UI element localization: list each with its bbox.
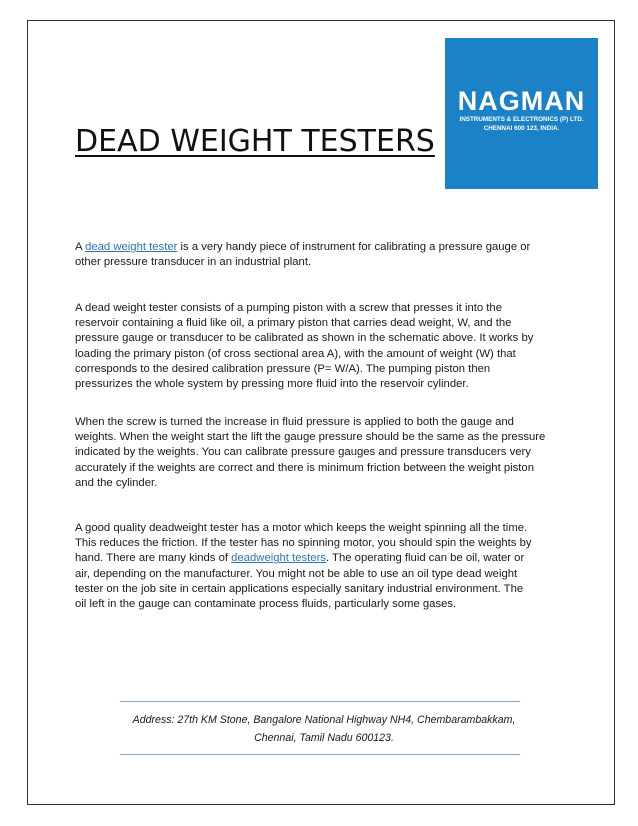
paragraph-line: oil left in the gauge can contaminate process fluids, particularly some gases. [75, 598, 457, 611]
paragraph-line: air, depending on the manufacturer. You might not be able to use an oil type dead weight [75, 567, 518, 580]
text-run: is a very handy piece of instrument for calibrating a pressure gauge or [177, 241, 531, 253]
paragraph-intro-line-1 [75, 240, 573, 255]
address-line-1: Address: 27th KM Stone, Bangalore National Highway NH4, Chembarambakkam, [132, 714, 516, 726]
text-run: . The operating fluid can be oil, water or [325, 552, 525, 565]
paragraph-line: A dead weight tester consists of a pumping piston with a screw that presses it into the [75, 302, 502, 314]
paragraph-line: This reduces the friction. If the tester has no spinning motor, you should spin the weights by [75, 537, 532, 550]
paragraph-line: pressure gauge or transducer to be calibrated as shown in the schematic above. It works by [75, 332, 534, 345]
paragraph-line: accurately if the weights are correct and there is minimum friction between the weight piston [75, 461, 534, 474]
paragraph-line [75, 551, 573, 566]
page-title: DEAD WEIGHT TESTERS [75, 124, 435, 159]
paragraph-operation [75, 415, 573, 491]
paragraph-line: corresponds to the desired calibration pressure (P= W/A). The pumping piston then [75, 362, 491, 375]
paragraph-line: weights. When the weight start the lift the gauge pressure should be the same as the pressure [75, 431, 546, 444]
footer-bottom-rule [120, 754, 520, 755]
footer-address [75, 711, 573, 747]
logo-company: INSTRUMENTS & ELECTRONICS (P) LTD. [459, 116, 584, 123]
text-run: hand. There are many kinds of [75, 552, 232, 565]
paragraph-line: When the screw is turned the increase in fluid pressure is applied to both the gauge and [75, 416, 514, 428]
text-run: A [75, 241, 86, 253]
logo-city: CHENNAI 600 123, INDIA. [483, 125, 560, 132]
paragraph-intro-line-2: other pressure transducer in an industrial plant. [75, 256, 312, 269]
deadweight-testers-link[interactable]: deadweight testers [231, 552, 326, 565]
paragraph-line: and the cylinder. [75, 476, 158, 489]
logo-brand: NAGMAN [457, 86, 586, 116]
paragraph-line: loading the primary piston (of cross sectional area A), with the amount of weight (W) that [75, 347, 516, 360]
footer-top-rule [120, 701, 520, 702]
paragraph-line: pressurizes the whole system by pressing more fluid into the reservoir cylinder. [75, 378, 469, 391]
paragraph-line: A good quality deadweight tester has a motor which keeps the weight spinning all the time. [75, 522, 528, 534]
dead-weight-tester-link[interactable]: dead weight tester [85, 241, 178, 253]
paragraph-line: indicated by the weights. You can calibrate pressure gauges and pressure transducers very [75, 446, 531, 459]
paragraph-construction [75, 301, 573, 392]
paragraph-line: tester on the job site in certain applications especially sanitary industrial environment. The [75, 582, 524, 595]
paragraph-quality [75, 521, 573, 612]
paragraph-intro [75, 240, 573, 270]
nagman-logo [445, 38, 598, 189]
address-line-2: Chennai, Tamil Nadu 600123. [254, 732, 394, 744]
paragraph-line: reservoir containing a fluid like oil, a primary piston that carries dead weight, W, and the [75, 317, 512, 330]
